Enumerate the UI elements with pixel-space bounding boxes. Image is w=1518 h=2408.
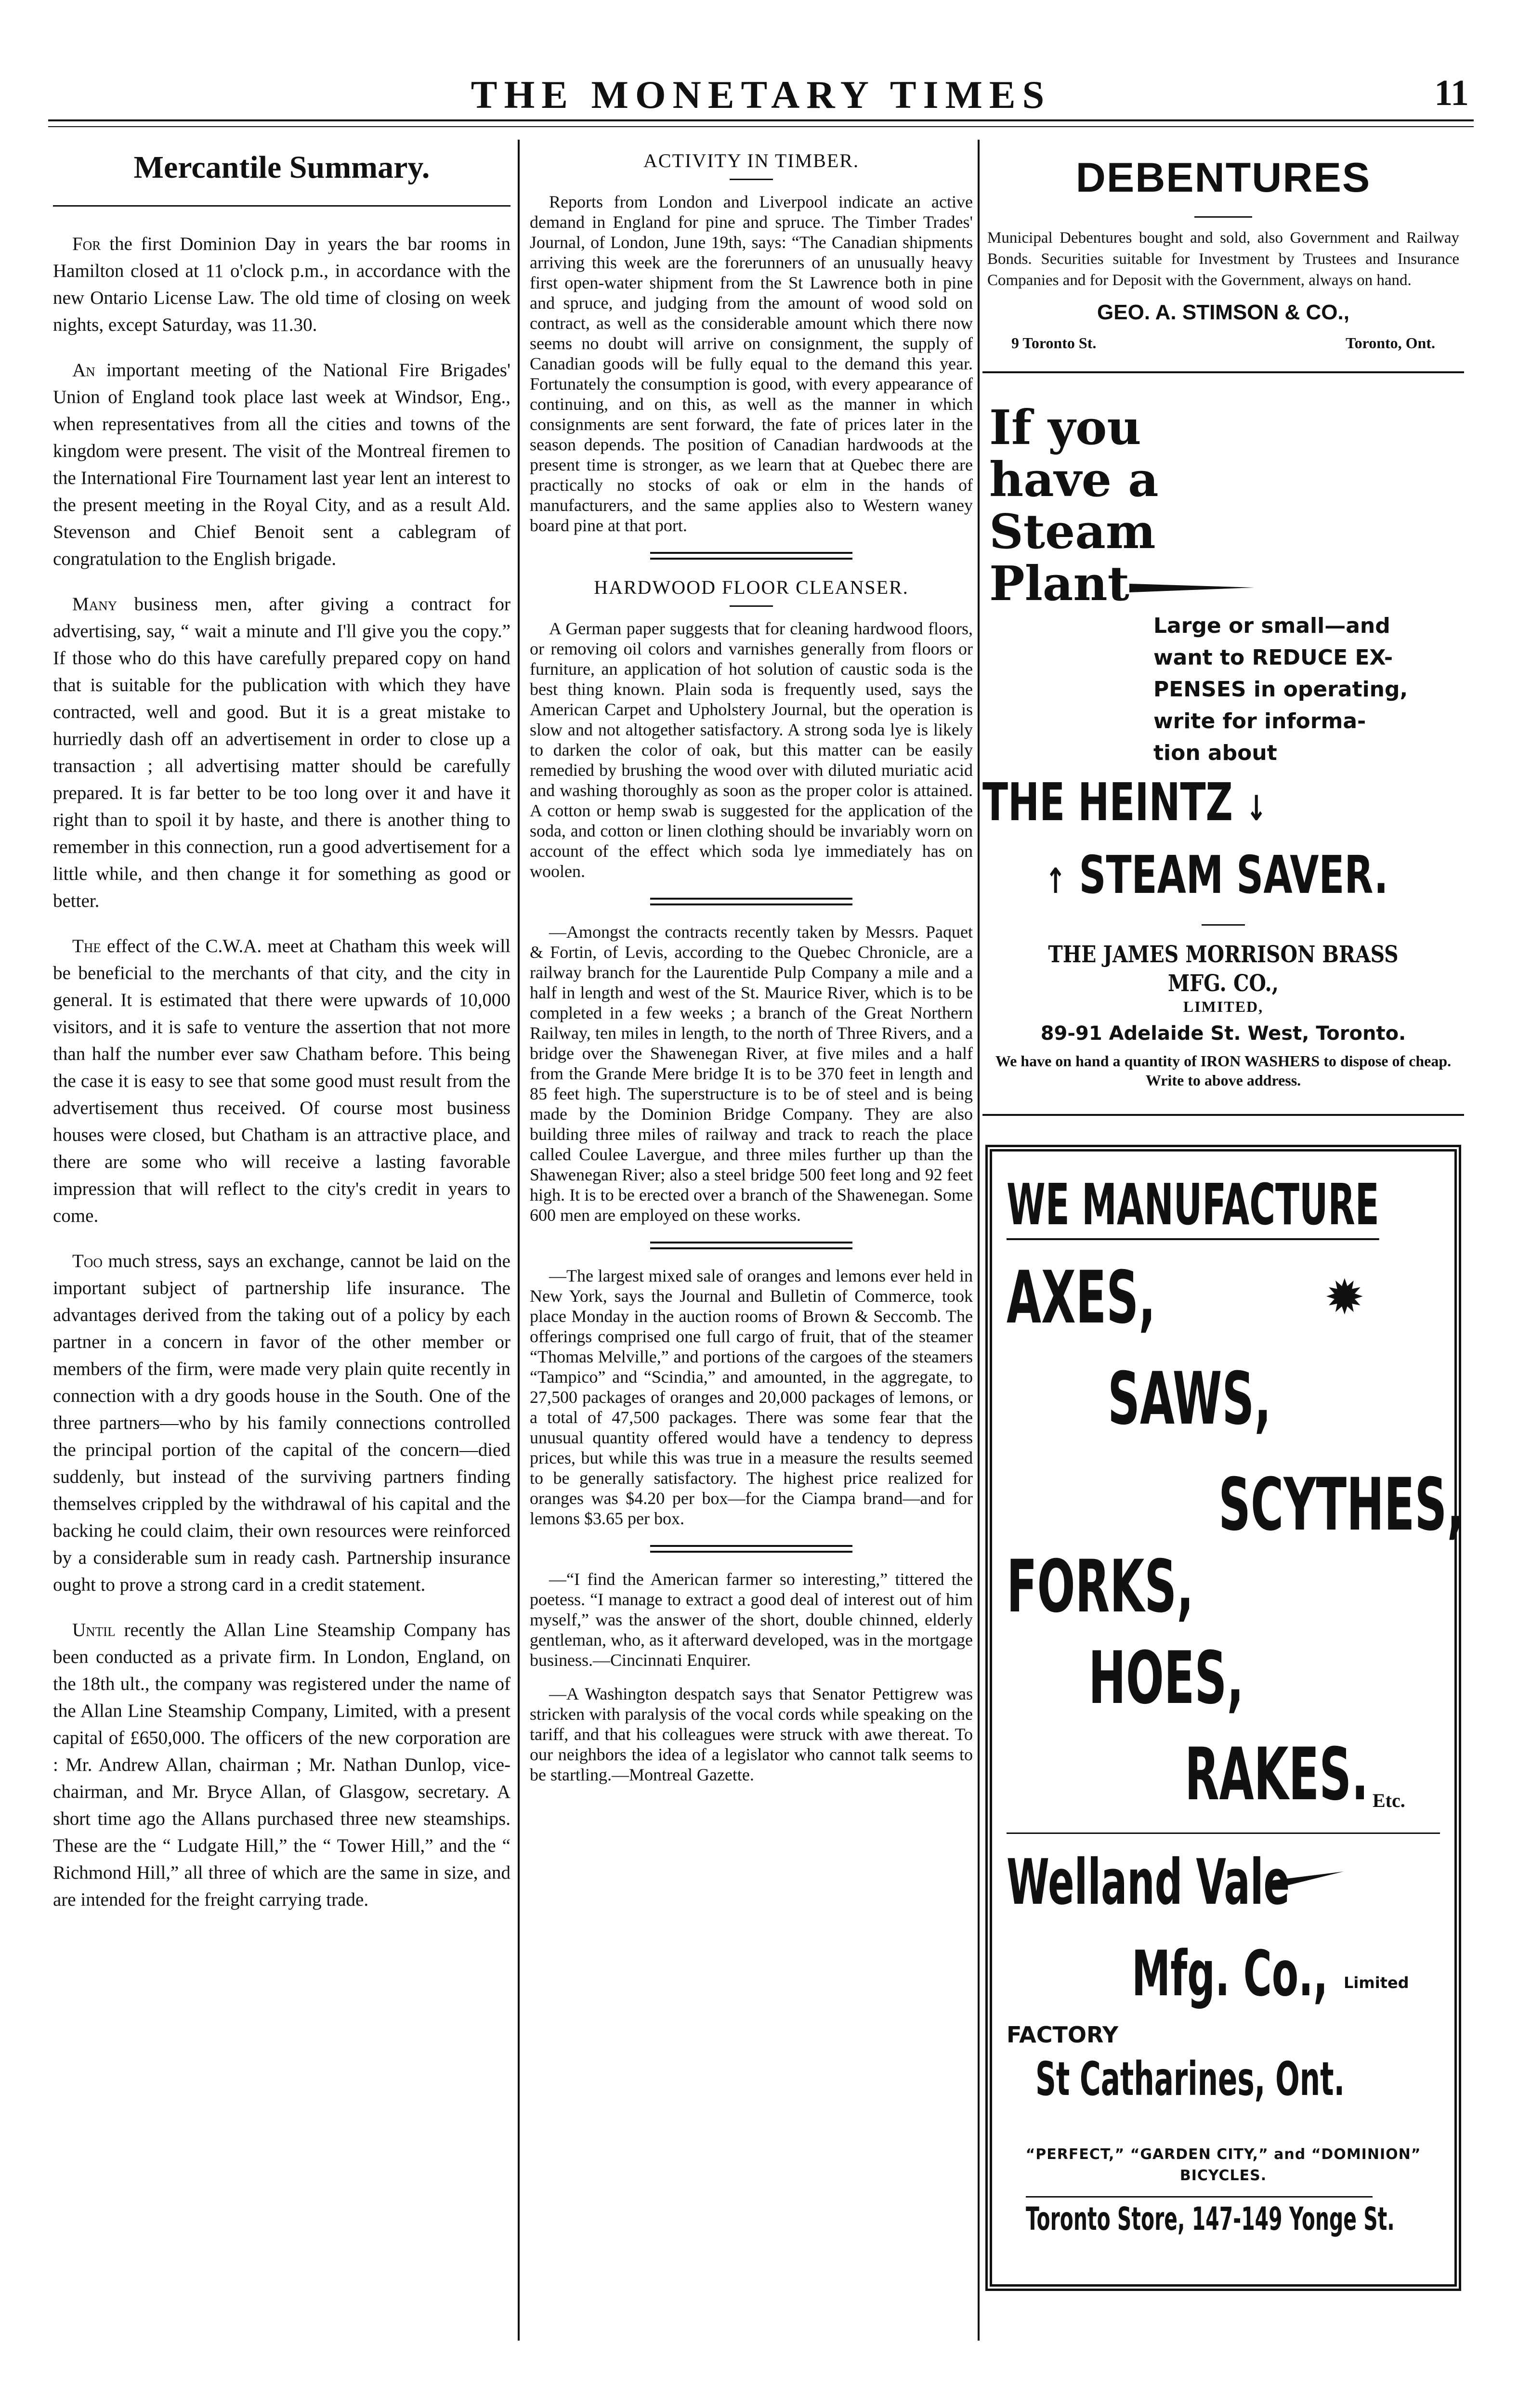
advertisements-column bbox=[982, 140, 1464, 2291]
product-item: SAWS, bbox=[1108, 1357, 1271, 1441]
factory-label: FACTORY bbox=[1007, 2022, 1119, 2048]
summary-paragraph: Many business men, after giving a contract for advertising, say, “ wait a minute and I'll give you the copy.” If those who do this have carefully prepared copy on hand that is suitable for the publication with which they have contracted, well and good. But it is a great mistake to hurriedly dash off an advertisement in order to close up a transaction ; all advertising matter should be carefully prepared. It is far better to be too long over it and have it right than to spoil it by haste, and there is another thing to remember in this connection, run a good advertisement for a little while, and then change it for something as good or better. bbox=[53, 594, 510, 911]
activity-in-timber-heading: ACTIVITY IN TIMBER. bbox=[643, 150, 859, 171]
product-name-line-1: THE HEINTZ ↓ bbox=[982, 772, 1267, 833]
steam-line: Steam bbox=[989, 504, 1156, 560]
mercantile-summary-column bbox=[53, 140, 510, 1932]
bicycles-line: “PERFECT,” “GARDEN CITY,” and “DOMINION” BICYCLES. bbox=[1025, 2146, 1421, 2184]
debentures-text: Municipal Debentures bought and sold, also Government and Railway Bonds. Securities suitable for Investment by Trustees and Insurance Companies and for Deposit with the Government, always on hand. bbox=[987, 229, 1459, 289]
pointer-arrow-icon bbox=[1129, 582, 1255, 594]
summary-paragraph: For the first Dominion Day in years the bar rooms in Hamilton closed at 11 o'clock p.m., in accordance with the new Ontario License Law. The old time of closing on week nights, except Saturday, was 11.30. bbox=[53, 234, 510, 335]
product-item: SCYTHES, bbox=[1218, 1463, 1464, 1547]
etc-label: Etc. bbox=[1373, 1790, 1405, 1811]
masthead bbox=[48, 72, 1474, 120]
steam-subtext: Large or small—and want to REDUCE EX- PENSES in operating, write for informa- tion about bbox=[1153, 614, 1408, 765]
company-name-line-2: Mfg. Co., bbox=[1132, 1937, 1328, 2010]
we-manufacture-headline: WE MANUFACTURE bbox=[1007, 1171, 1379, 1240]
arrow-down-icon: ↓ bbox=[1246, 788, 1267, 828]
debentures-address bbox=[982, 334, 1464, 352]
summary-paragraph: An important meeting of the National Fire Brigades' Union of England took place last week at Windsor, Eng., when representatives from all the cities and towns of the kingdom were present. The visit of the Montreal firemen to the International Fire Tournament last year lent an interest to the present meeting in the Royal City, and as a result Ald. Stevenson and Chief Benoit sent a cablegram of congratulation to the English brigade. bbox=[53, 360, 510, 569]
address-city: Toronto, Ont. bbox=[1346, 334, 1435, 352]
company-name-line-1: Welland Vale bbox=[1007, 1845, 1290, 1919]
factory-city: St Catharines, Ont. bbox=[1035, 2052, 1345, 2106]
address-street: 9 Toronto St. bbox=[1011, 334, 1097, 352]
steam-note: We have on hand a quantity of IRON WASHERS to dispose of cheap. Write to above address. bbox=[995, 1052, 1452, 1089]
steam-line: If you bbox=[989, 400, 1141, 456]
column-rule-1 bbox=[518, 140, 520, 2341]
news-item: —Amongst the contracts recently taken by Messrs. Paquet & Fortin, of Levis, according to the Quebec Chronicle, are a railway branch for the Laurentide Pulp Company a mile and a half in length and west of the St. Maurice River, which is to be completed in a few weeks ; a branch of the Great Northern Railway, ten miles in length, to the north of Three Rivers, and a bridge over the Shawenegan River, at five miles and a half from the Grande Mere bridge It is to be 370 feet in length and 85 feet high. The superstructure is to be of steel and is being made by the Dominion Bridge Company. They are also building three miles of railway and track to reach the place called Coulee Lavergue, and three miles further up than the Shawenegan River; also a steel bridge 500 feet long and 92 feet high. It is to be erected over a branch of the Shawenegan. Some 600 men are employed on these works. bbox=[530, 922, 973, 1225]
section-divider bbox=[650, 1242, 852, 1249]
welland-vale-ad bbox=[985, 1145, 1464, 2291]
steam-address: 89-91 Adelaide St. West, Toronto. bbox=[1040, 1022, 1406, 1045]
section-divider bbox=[650, 1545, 852, 1553]
activity-in-timber-text: Reports from London and Liverpool indicate an active demand in England for pine and spruce. The Timber Trades' Journal, of London, June 19th, says: “The Canadian shipments arriving this week are the forerunners of an unusually heavy first open-water shipment from the St Lawrence both in pine and spruce, and judging from the amount of wood sold on contract, as well as the considerable amount which there now seems no doubt will arrive on consignment, the supply of Canadian goods will be fully equal to the demand this year. Fortunately the consumption is good, with every appearance of continuing, and on this, as well as the manner in which consignments are sent forward, the fate of prices later in the season depends. The position of Canadian hardwoods at the present time is stronger, as we learn that at Quebec there are practically no stocks of oak or elm in the hands of manufacturers, and the same applies also to Western waney board pine at that port. bbox=[530, 192, 973, 535]
heading-rule bbox=[53, 205, 510, 207]
newspaper-title: THE MONETARY TIMES bbox=[471, 73, 1051, 117]
steam-firm: THE JAMES MORRISON BRASS MFG. CO., bbox=[1048, 941, 1399, 997]
heading-rule bbox=[1194, 216, 1252, 218]
pointer-arrow-icon bbox=[1267, 1868, 1344, 1887]
heading-rule bbox=[730, 179, 773, 180]
debentures-ad bbox=[982, 154, 1464, 373]
product-item: AXES, bbox=[1007, 1256, 1156, 1340]
product-item: RAKES. bbox=[1185, 1733, 1369, 1817]
steam-limited: LIMITED, bbox=[1183, 998, 1264, 1015]
product-item: FORKS, bbox=[1007, 1545, 1194, 1629]
arrow-up-icon: ↑ bbox=[1045, 861, 1066, 901]
product-list bbox=[1007, 1256, 1464, 1817]
masthead-rule-thin bbox=[48, 126, 1474, 127]
steam-saver-ad bbox=[982, 373, 1464, 1116]
section-divider bbox=[650, 898, 852, 905]
product-name-line-2: ↑ STEAM SAVER. bbox=[1045, 845, 1388, 905]
steam-line: Plant bbox=[989, 558, 1464, 610]
heading-rule bbox=[730, 605, 773, 607]
mercantile-summary-heading: Mercantile Summary. bbox=[133, 150, 430, 185]
news-item: —The largest mixed sale of oranges and lemons ever held in New York, says the Journal and Bulletin of Commerce, took place Monday in the auction rooms of Brown & Seccomb. The offerings comprised one full cargo of fruit, that of the steamer “Thomas Melville,” and portions of the cargoes of the steamers “Tampico” and “Scindia,” and amounted, in the aggregate, to 27,500 packages of oranges and 20,000 packages of lemons, or a total of 47,500 packages. There was some fear that the unusual quantity offered would have a tendency to depress prices, but while this was true in a measure the results seemed to be generally satisfactory. The highest price realized for oranges was $4.20 per box—for the Ciampa brand—and for lemons $3.65 per box. bbox=[530, 1266, 973, 1528]
news-item: —“I find the American farmer so interesting,” tittered the poetess. “I manage to extract a good deal of interest out of him myself,” was the answer of the short, double chinned, elderly gentleman, who, as it afterward developed, was in the mortgage business.—Cincinnati Enquirer. bbox=[530, 1570, 973, 1670]
steam-line: have a bbox=[989, 452, 1159, 508]
masthead-rule bbox=[48, 119, 1474, 121]
news-column bbox=[530, 140, 973, 1798]
debentures-heading: DEBENTURES bbox=[1075, 155, 1371, 201]
page-number: 11 bbox=[1434, 73, 1469, 113]
starburst-icon: ✹ bbox=[1324, 1271, 1365, 1324]
summary-paragraph: The effect of the C.W.A. meet at Chatham this week will be beneficial to the merchants of that city, and the city in general. It is estimated that there were upwards of 10,000 visitors, and it is safe to venture the assertion that not more than half the number ever saw Chatham before. This being the case it is easy to see that some good must result from the advertisement thus received. Of course most business houses were closed, but Chatham is an attractive place, and there are some who will receive a lasting favorable impression that will reflect to the city's credit in years to come. bbox=[53, 936, 510, 1226]
column-rule-2 bbox=[978, 140, 980, 2341]
ad-rule bbox=[1202, 924, 1245, 926]
product-item: HOES, bbox=[1088, 1636, 1244, 1720]
section-divider bbox=[650, 552, 852, 560]
hardwood-floor-cleanser-heading: HARDWOOD FLOOR CLEANSER. bbox=[594, 576, 909, 598]
summary-paragraph: Too much stress, says an exchange, cannot be laid on the important subject of partnership life insurance. The advantages derived from the taking out of a policy by each partner in a concern in favor of the other member or members of the firm, were made very plain quite recently in connection with a dry goods house in the South. One of the three partners—who by his family connections controlled the principal portion of the capital of the concern—died suddenly, but instead of the surviving partners finding themselves crippled by the withdrawal of his capital and the backing he could claim, their own resources were reinforced by a considerable sum in ready cash. Partnership insurance ought to prove a strong card in a credit statement. bbox=[53, 1251, 510, 1595]
hardwood-floor-cleanser-text: A German paper suggests that for cleaning hardwood floors, or removing oil colors and varnishes generally from floors or furniture, an application of hot solution of caustic soda is the best thing known. Plain soda is frequently used, says the American Carpet and Upholstery Journal, but the operation is slow and not altogether satisfactory. A strong soda lye is likely to darken the color of oak, but this matter can be easily remedied by brushing the wood over with diluted muriatic acid and washing thoroughly as soon as the proper color is attained. A cotton or hemp swab is suggested for the application of the soda, and cotton or linen clothing should be invariably worn on account of the effect which soda lye immediately has on woolen. bbox=[530, 619, 973, 881]
ad-rule bbox=[1007, 1832, 1440, 1834]
debentures-firm: GEO. A. STIMSON & CO., bbox=[1097, 301, 1349, 324]
summary-paragraph: Until recently the Allan Line Steamship Company has been conducted as a private firm. In London, England, on the 18th ult., the company was registered under the name of the Allan Line Steamship Company, Limited, with a present capital of £650,000. The officers of the new corporation are : Mr. Andrew Allan, chairman ; Mr. Nathan Dunlop, vice-chairman, and Mr. Bryce Allan, of Glasgow, secretary. A short time ago the Allans purchased three new steamships. These are the “ Ludgate Hill,” the “ Tower Hill,” and the “ Richmond Hill,” all three of which are the same in size, and are intended for the freight carrying trade. bbox=[53, 1620, 510, 1910]
limited-label: Limited bbox=[1344, 1974, 1409, 1992]
news-item: —A Washington despatch says that Senator Pettigrew was stricken with paralysis of the vocal cords while speaking on the tariff, and that his colleagues were struck with awe thereat. To our neighbors the idea of a legislator who cannot talk seems to be startling.—Montreal Gazette. bbox=[530, 1684, 973, 1784]
toronto-store: Toronto Store, 147-149 Yonge St. bbox=[1026, 2200, 1395, 2238]
